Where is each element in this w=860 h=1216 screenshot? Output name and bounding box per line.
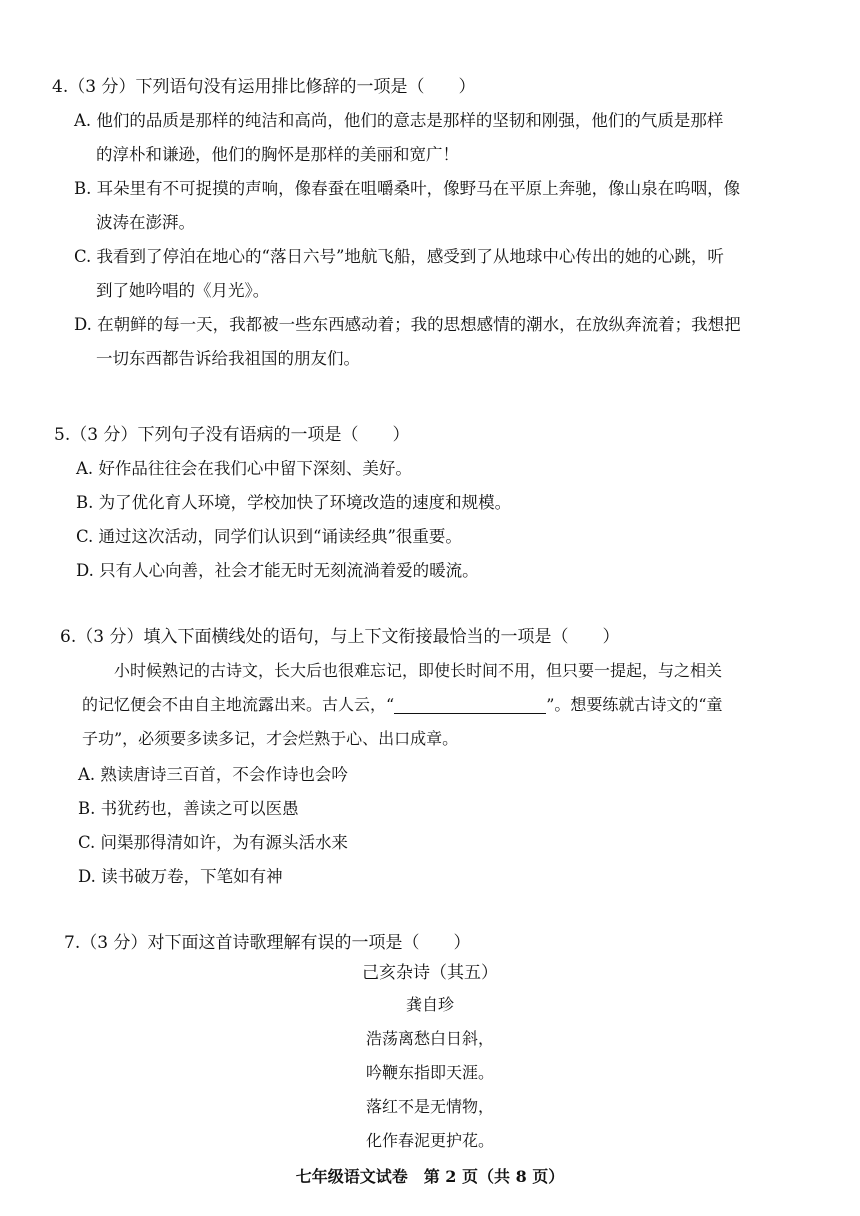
poem-line-3: 落红不是无情物， [365,1097,494,1116]
question-5 [54,420,409,450]
poem-line-4: 化作春泥更护花。 [365,1131,494,1150]
question-4-stem: 4.（3 分）下列语句没有运用排比修辞的一项是（ ） [52,77,476,97]
q6-passage-line1: 小时候熟记的古诗文，长大后也很难忘记，即使长时间不用，但只要一提起，与之相关 [114,661,723,680]
poem-line-1: 浩荡离愁白日斜， [365,1029,494,1048]
q6-option-d: D. 读书破万卷，下笔如有神 [78,867,283,886]
q4-option-b-line1: B. 耳朵里有不可捉摸的声响，像春蚕在咀嚼桑叶，像野马在平原上奔驰，像山泉在呜咽，像 [74,179,741,198]
q5-option-d: D. 只有人心向善，社会才能无时无刻流淌着爱的暖流。 [76,561,479,580]
question-6-options [78,758,348,894]
poem-title: 己亥杂诗（其五） [362,963,498,983]
q4-option-b-line2: 波涛在澎湃。 [96,213,195,232]
question-7-stem: 7.（3 分）对下面这首诗歌理解有误的一项是（ ） [64,933,471,953]
q4-option-a-line2: 的淳朴和谦逊，他们的胸怀是那样的美丽和宽广！ [96,145,459,164]
question-7 [64,928,470,958]
q6-option-c: C. 问渠那得清如许，为有源头活水来 [78,833,349,852]
q5-option-a: A. 好作品往往会在我们心中留下深刻、美好。 [76,459,412,478]
q6-option-a: A. 熟读唐诗三百首，不会作诗也会吟 [78,765,348,784]
q5-option-b: B. 为了优化育人环境，学校加快了环境改造的速度和规模。 [76,493,512,512]
q6-passage-before-blank: 的记忆便会不由自主地流露出来。古人云，“ [82,695,395,714]
q4-option-d-line1: D. 在朝鲜的每一天，我都被一些东西感动着；我的思想感情的潮水，在放纵奔流着；我想把 [74,315,741,334]
q6-option-b: B. 书犹药也，善读之可以医愚 [78,799,299,818]
question-4-options [74,104,741,376]
q6-passage-after-blank: ”。想要练就古诗文的“童 [546,695,723,714]
poem [0,958,860,1158]
q4-option-c-line2: 到了她吟唱的《月光》。 [96,281,270,300]
q6-passage-line2 [82,688,723,722]
question-4 [52,72,475,102]
fill-in-blank [394,695,546,714]
q5-option-c: C. 通过这次活动，同学们认识到“诵读经典”很重要。 [76,527,462,546]
q4-option-a-line1: A. 他们的品质是那样的纯洁和高尚，他们的意志是那样的坚韧和刚强，他们的气质是那样 [74,111,724,130]
question-5-options [76,452,511,588]
question-6-stem: 6.（3 分）填入下面横线处的语句，与上下文衔接最恰当的一项是（ ） [60,627,620,647]
poem-author: 龚自珍 [405,995,454,1014]
poem-line-2: 吟鞭东指即天涯。 [365,1063,494,1082]
question-6-passage [82,654,723,756]
q4-option-d-line2: 一切东西都告诉给我祖国的朋友们。 [96,349,360,368]
question-6 [60,622,619,652]
q6-passage-line3: 子功”，必须要多读多记，才会烂熟于心、出口成章。 [82,729,459,748]
question-5-stem: 5.（3 分）下列句子没有语病的一项是（ ） [54,425,410,445]
q4-option-c-line1: C. 我看到了停泊在地心的“落日六号”地航飞船，感受到了从地球中心传出的她的心跳，听 [74,247,724,266]
page-footer: 七年级语文试卷 第 2 页（共 8 页） [295,1167,565,1186]
